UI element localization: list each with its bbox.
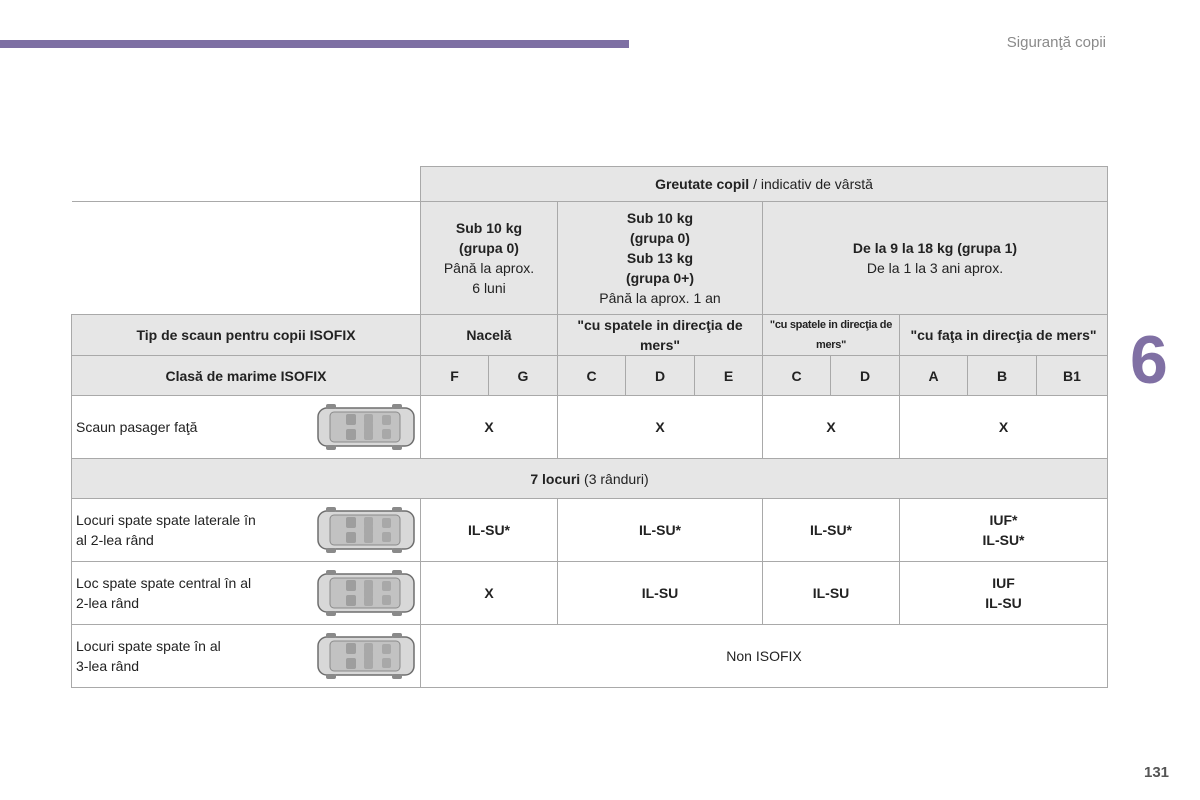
seat-type-carrycot: Nacelă	[421, 315, 558, 356]
size-class-label: Clasă de marime ISOFIX	[72, 356, 421, 396]
chapter-number: 6	[1130, 322, 1168, 398]
row2-center-last-line1: IUF	[992, 575, 1015, 591]
size-class-cell: B	[968, 356, 1037, 396]
car-diagram-front-passenger-icon	[316, 402, 416, 452]
non-isofix-cell: Non ISOFIX	[421, 625, 1108, 688]
group-0-line3: Până la aprox.	[443, 260, 535, 276]
table-cell: IL-SU	[558, 562, 763, 625]
car-diagram-row2-side-icon	[316, 505, 416, 555]
table-cell: IL-SU	[763, 562, 900, 625]
row2-side-label-line2: al 2-lea rând	[76, 532, 154, 548]
group-0-line1: Sub 10 kg	[455, 220, 523, 236]
size-class-cell: A	[900, 356, 968, 396]
size-class-cell: E	[695, 356, 763, 396]
row3-label	[76, 636, 296, 676]
seven-seats-bold: 7 locuri	[530, 470, 581, 487]
table-corner-blank	[72, 167, 421, 202]
group-0plus-line3: Sub 13 kg	[626, 250, 694, 266]
size-class-cell: D	[626, 356, 695, 396]
group-0plus-line5: Până la aprox. 1 an	[599, 290, 721, 306]
row2-side-last-line2: IL-SU*	[982, 532, 1025, 548]
table-cell: IL-SU*	[763, 499, 900, 562]
size-class-cell: B1	[1037, 356, 1108, 396]
table-cell: IL-SU*	[421, 499, 558, 562]
group-0-header	[421, 202, 558, 315]
row2-center-last-line2: IL-SU	[985, 595, 1022, 611]
front-passenger-label: Scaun pasager faţă	[76, 419, 198, 435]
page-number: 131	[1144, 764, 1170, 781]
row2-side-label-line1: Locuri spate spate laterale în	[76, 512, 256, 528]
car-diagram-row3-icon	[316, 631, 416, 681]
table-corner-blank	[72, 202, 421, 315]
row2-side-label	[76, 510, 296, 550]
row2-side-row-header	[72, 499, 421, 562]
seat-type-forward-facing: "cu faţa in direcţia de mers"	[900, 315, 1108, 356]
table-cell: X	[763, 396, 900, 459]
table-cell: X	[421, 562, 558, 625]
row2-center-label-line1: Loc spate spate central în al	[76, 575, 252, 591]
table-cell: X	[421, 396, 558, 459]
group-1-header	[763, 202, 1108, 315]
top-accent-bar	[0, 40, 629, 48]
group-0-line4: 6 luni	[472, 280, 506, 296]
row3-row-header	[72, 625, 421, 688]
group-1-line2: De la 1 la 3 ani aprox.	[866, 260, 1004, 276]
row2-center-row-header	[72, 562, 421, 625]
group-0plus-line4: (grupa 0+)	[625, 270, 695, 286]
row2-side-last-line1: IUF*	[989, 512, 1018, 528]
row2-center-label-line2: 2-lea rând	[76, 595, 140, 611]
weight-header-rest: / indicativ de vârstă	[749, 176, 873, 192]
group-0plus-line1: Sub 10 kg	[626, 210, 694, 226]
group-0-line2: (grupa 0)	[459, 240, 519, 256]
seat-type-rear-facing-2: "cu spatele in direcţia de mers"	[763, 315, 900, 356]
seven-seats-rest: (3 rânduri)	[580, 470, 649, 487]
section-title: Siguranţă copii	[1006, 34, 1106, 51]
table-cell	[900, 562, 1108, 625]
row2-center-label	[76, 573, 296, 613]
size-class-cell: C	[558, 356, 626, 396]
seat-type-label: Tip de scaun pentru copii ISOFIX	[72, 315, 421, 356]
seven-seats-header	[72, 459, 1108, 499]
group-0plus-line2: (grupa 0)	[630, 230, 690, 246]
isofix-compatibility-table	[71, 166, 1108, 688]
weight-header	[421, 167, 1108, 202]
group-1-line1: De la 9 la 18 kg (grupa 1)	[852, 240, 1018, 256]
table-cell: IL-SU*	[558, 499, 763, 562]
table-cell	[900, 499, 1108, 562]
row3-label-line2: 3-lea rând	[76, 658, 140, 674]
row3-label-line1: Locuri spate spate în al	[76, 638, 221, 654]
front-passenger-row-header	[72, 396, 421, 459]
seat-type-rear-facing: "cu spatele in direcţia de mers"	[558, 315, 763, 356]
table-cell: X	[900, 396, 1108, 459]
size-class-cell: D	[831, 356, 900, 396]
size-class-cell: F	[421, 356, 489, 396]
size-class-cell: G	[489, 356, 558, 396]
weight-header-bold: Greutate copil	[655, 176, 750, 192]
car-diagram-row2-center-icon	[316, 568, 416, 618]
size-class-cell: C	[763, 356, 831, 396]
table-cell: X	[558, 396, 763, 459]
group-0plus-header	[558, 202, 763, 315]
